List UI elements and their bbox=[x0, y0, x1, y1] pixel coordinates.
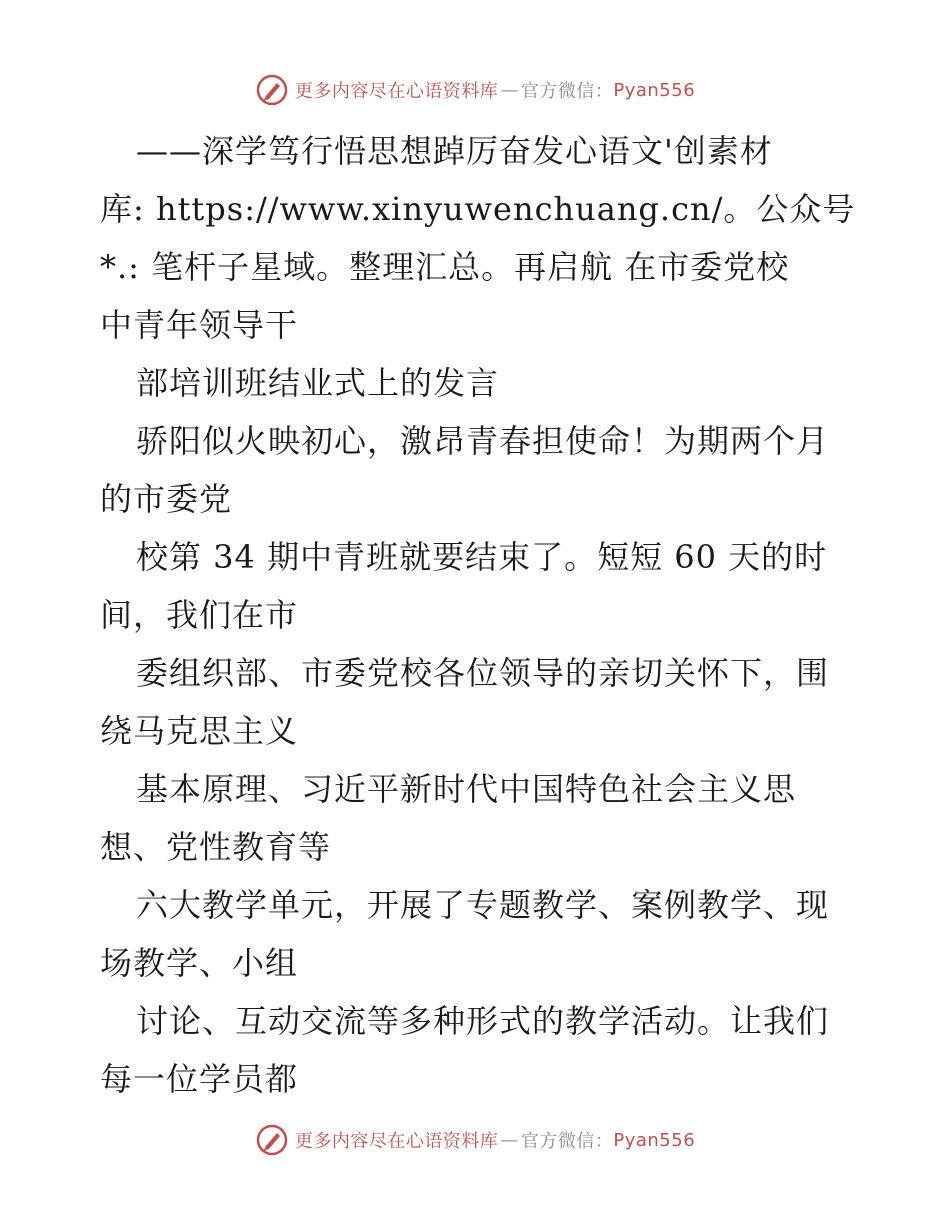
banner-main-text: 更多内容尽在心语资料库 bbox=[294, 81, 499, 102]
pen-logo-icon bbox=[255, 1123, 289, 1157]
banner-label: 官方微信： bbox=[520, 1131, 614, 1152]
text-line: 部培训班结业式上的发言 bbox=[136, 364, 500, 402]
text-line: 骄阳似火映初心，激昂青春担使命！为期两个月 bbox=[136, 422, 830, 460]
text-line: 委组织部、市委党校各位领导的亲切关怀下，围 bbox=[136, 654, 830, 692]
banner-separator: — bbox=[500, 79, 519, 101]
banner-main-text: 更多内容尽在心语资料库 bbox=[294, 1131, 499, 1152]
text-line: *.: 笔杆子星域。整理汇总。再启航 在市委党校 bbox=[100, 248, 790, 286]
footer-watermark-banner bbox=[0, 1120, 950, 1160]
text-line: 基本原理、习近平新时代中国特色社会主义思 bbox=[136, 770, 797, 808]
header-watermark-banner bbox=[0, 70, 950, 110]
text-line: 每一位学员都 bbox=[100, 1060, 299, 1098]
text-line: 间，我们在市 bbox=[100, 596, 299, 634]
banner-separator: — bbox=[500, 1129, 519, 1151]
text-line: 场教学、小组 bbox=[100, 944, 299, 982]
text-line: 绕马克思主义 bbox=[100, 712, 299, 750]
banner-wechat-id: Pyan556 bbox=[613, 1129, 696, 1151]
text-line: 的市委党 bbox=[100, 480, 233, 518]
text-line: 想、党性教育等 bbox=[100, 828, 332, 866]
text-line: 中青年领导干 bbox=[100, 306, 299, 344]
text-line: ——深学笃行悟思想踔厉奋发心语文'创素材 bbox=[136, 132, 773, 170]
text-line: 六大教学单元，开展了专题教学、案例教学、现 bbox=[136, 886, 830, 924]
banner-label: 官方微信： bbox=[520, 81, 614, 102]
banner-wechat-id: Pyan556 bbox=[613, 79, 696, 101]
pen-logo-icon bbox=[255, 73, 289, 107]
text-line: 库: https://www.xinyuwenchuang.cn/。公众号 bbox=[100, 190, 856, 228]
text-line: 讨论、互动交流等多种形式的教学活动。让我们 bbox=[136, 1002, 830, 1040]
document-body bbox=[100, 122, 870, 1108]
text-line: 校第 34 期中青班就要结束了。短短 60 天的时 bbox=[136, 538, 828, 576]
